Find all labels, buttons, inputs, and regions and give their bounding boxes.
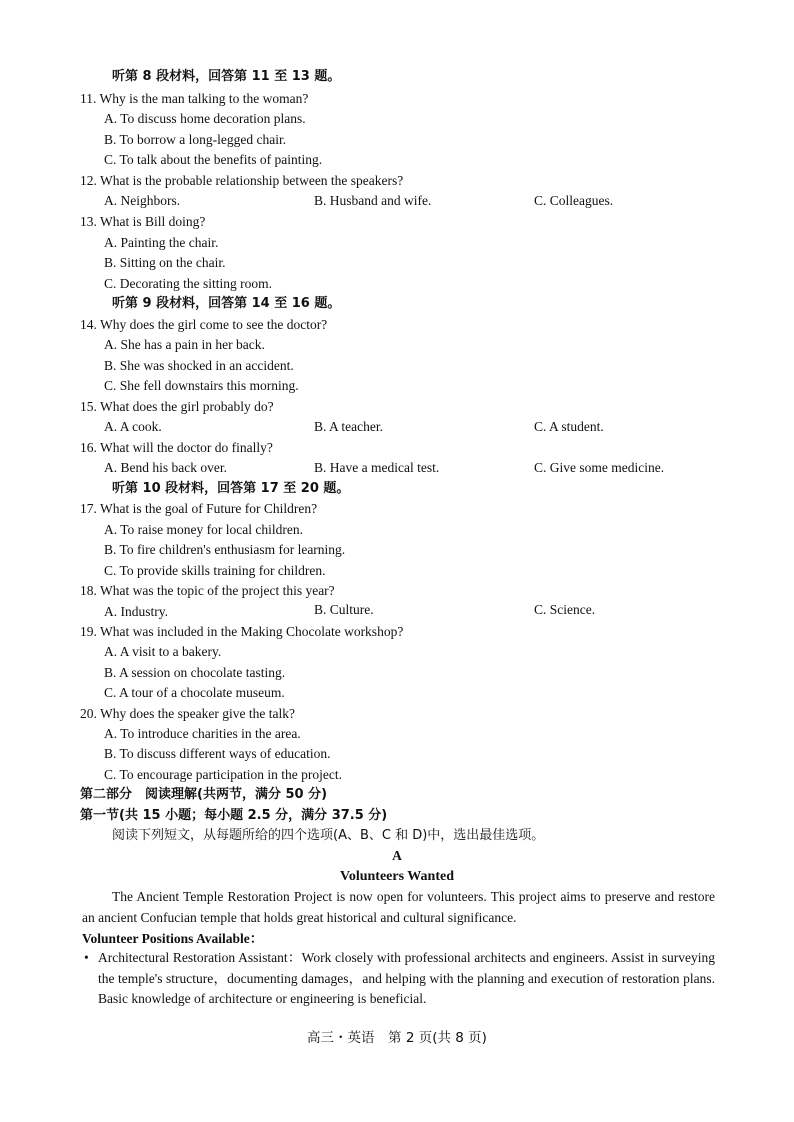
question-12-option-b: B. Husband and wife. xyxy=(314,193,432,208)
question-14-option-b: B. She was shocked in an accident. xyxy=(104,358,294,373)
question-19-stem: 19. What was included in the Making Chocolate workshop? xyxy=(80,624,404,639)
bullet-icon: • xyxy=(84,950,89,965)
reading-instruction: 阅读下列短文，从每题所给的四个选项(A、B、C 和 D)中，选出最佳选项。 xyxy=(112,828,545,843)
question-20-option-b: B. To discuss different ways of education. xyxy=(104,746,331,761)
question-15-option-a: A. A cook. xyxy=(104,419,162,434)
question-18-option-c: C. Science. xyxy=(534,602,596,617)
position-architectural-assistant: Architectural Restoration Assistant：Work closely with professional architects and engineers. Assist in surveying the temple's structure，documenting damages，and helping with the planning and execution of restoration plans. Basic knowledge of architecture or engineering is beneficial. xyxy=(98,950,715,1006)
question-18-option-b: B. Culture. xyxy=(314,602,374,617)
passage-intro: The Ancient Temple Restoration Project is now open for volunteers. This project aims to preserve and restore an ancient Confucian temple that holds great historical and cultural significance. xyxy=(82,889,715,925)
question-17-option-a: A. To raise money for local children. xyxy=(104,522,303,537)
question-11-option-b: B. To borrow a long-legged chair. xyxy=(104,132,287,147)
question-16-stem: 16. What will the doctor do finally? xyxy=(80,440,273,455)
question-12-stem: 12. What is the probable relationship between the speakers? xyxy=(80,173,404,188)
section-1-title: 第一节(共 15 小题；每小题 2.5 分，满分 37.5 分) xyxy=(80,808,388,823)
question-17-option-b: B. To fire children's enthusiasm for learning. xyxy=(104,542,346,557)
positions-heading: Volunteer Positions Available： xyxy=(82,931,264,946)
question-12-option-a: A. Neighbors. xyxy=(104,193,181,208)
page-footer: 高三・英语 第 2 页(共 8 页) xyxy=(307,1030,487,1046)
question-19-option-b: B. A session on chocolate tasting. xyxy=(104,665,286,680)
question-11-option-c: C. To talk about the benefits of painting. xyxy=(104,152,323,167)
question-15-stem: 15. What does the girl probably do? xyxy=(80,399,274,414)
question-17-stem: 17. What is the goal of Future for Children? xyxy=(80,501,318,516)
section-10-header: 听第 10 段材料，回答第 17 至 20 题。 xyxy=(112,481,350,496)
question-20-option-a: A. To introduce charities in the area. xyxy=(104,726,301,741)
question-13-option-b: B. Sitting on the chair. xyxy=(104,255,226,270)
part-2-title: 第二部分 阅读理解(共两节，满分 50 分) xyxy=(80,787,328,802)
question-19-option-c: C. A tour of a chocolate museum. xyxy=(104,685,285,700)
question-13-option-c: C. Decorating the sitting room. xyxy=(104,276,272,291)
question-20-stem: 20. Why does the speaker give the talk? xyxy=(80,706,295,721)
question-14-stem: 14. Why does the girl come to see the doctor? xyxy=(80,317,328,332)
section-8-header: 听第 8 段材料，回答第 11 至 13 题。 xyxy=(112,69,341,84)
question-17-option-c: C. To provide skills training for children. xyxy=(104,563,326,578)
question-18-stem: 18. What was the topic of the project this year? xyxy=(80,583,335,598)
question-11-stem: 11. Why is the man talking to the woman? xyxy=(80,91,309,106)
question-16-option-a: A. Bend his back over. xyxy=(104,460,227,475)
question-19-option-a: A. A visit to a bakery. xyxy=(104,644,222,659)
question-20-option-c: C. To encourage participation in the project. xyxy=(104,767,342,782)
question-14-option-a: A. She has a pain in her back. xyxy=(104,337,265,352)
question-13-stem: 13. What is Bill doing? xyxy=(80,214,206,229)
question-16-option-b: B. Have a medical test. xyxy=(314,460,440,475)
question-11-option-a: A. To discuss home decoration plans. xyxy=(104,111,306,126)
passage-title: Volunteers Wanted xyxy=(340,869,454,884)
passage-letter: A xyxy=(392,848,402,863)
question-16-option-c: C. Give some medicine. xyxy=(534,460,665,475)
question-13-option-a: A. Painting the chair. xyxy=(104,235,219,250)
question-14-option-c: C. She fell downstairs this morning. xyxy=(104,378,299,393)
question-15-option-b: B. A teacher. xyxy=(314,419,383,434)
question-15-option-c: C. A student. xyxy=(534,419,604,434)
question-12-option-c: C. Colleagues. xyxy=(534,193,614,208)
question-18-option-a: A. Industry. xyxy=(104,604,168,619)
section-9-header: 听第 9 段材料，回答第 14 至 16 题。 xyxy=(112,296,341,311)
